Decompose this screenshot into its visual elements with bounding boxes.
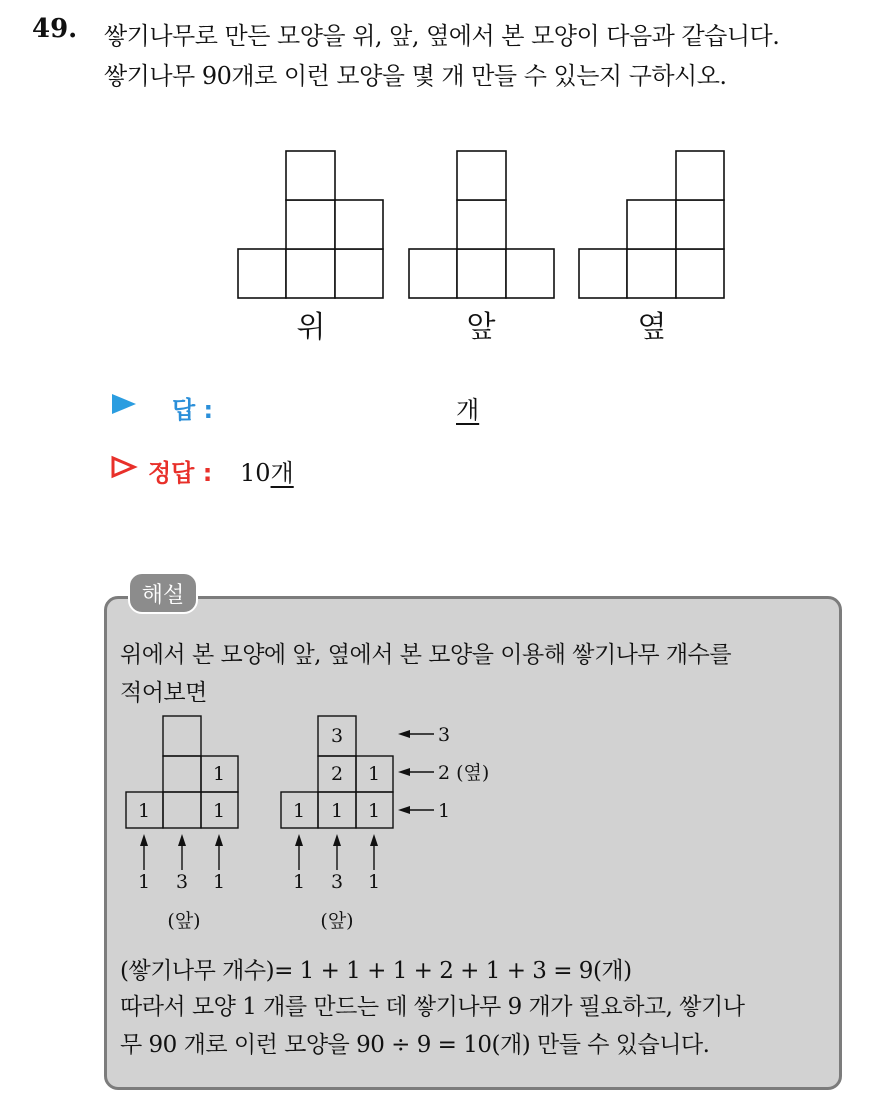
explanation-line-a: 따라서 모양 1 개를 만드는 데 쌓기나무 9 개가 필요하고, 쌓기나 [120,994,745,1020]
view-label-front: 앞 [466,310,496,345]
left-front-value-2: 3 [175,871,189,893]
right-front-value-2: 3 [330,871,344,893]
question-text-line2: 쌓기나무 90개로 이런 모양을 몇 개 만들 수 있는지 구하시오. [104,62,727,90]
left-cell-r2c3: 1 [212,800,226,822]
right-front-value-3: 1 [367,871,381,893]
correct-answer-number: 10 [240,459,271,487]
right-front-value-1: 1 [292,871,306,893]
right-cell-r2c1: 1 [330,800,344,822]
right-cell-r1c2: 1 [367,763,381,785]
answer-unit: 개 [456,396,480,424]
explanation-tab: 해설 [128,572,198,614]
left-front-value-1: 1 [137,871,151,893]
left-cell-r2c1: 1 [137,800,151,822]
views-figure [0,0,884,310]
explanation-intro-line2: 적어보면 [120,680,207,706]
explanation-intro-line1: 위에서 본 모양에 앞, 옆에서 본 모양을 이용해 쌓기나무 개수를 [120,642,732,668]
explanation-formula: (쌓기나무 개수)= 1 + 1 + 1 + 2 + 1 + 3 = 9(개) [120,958,632,984]
left-grid-caption: (앞) [167,910,201,932]
question-text-line1: 쌓기나무로 만든 모양을 위, 앞, 옆에서 본 모양이 다음과 같습니다. [104,22,780,50]
right-cell-r2c0: 1 [292,800,306,822]
correct-answer-unit: 개 [270,459,294,487]
explanation-line-b: 무 90 개로 이런 모양을 90 ÷ 9 = 10(개) 만들 수 있습니다. [120,1032,710,1058]
left-cell-r1c3: 1 [212,763,226,785]
view-label-side: 옆 [637,310,667,345]
right-cell-r1c1: 2 [330,763,344,785]
question-number: 49. [32,14,78,44]
answer-label: 답 : [172,396,214,424]
play-icon [110,392,138,416]
side-value-3: 1 [438,800,451,822]
correct-answer-value [240,453,294,488]
side-value-1: 3 [438,724,451,746]
side-value-2: 2 (옆) [438,762,490,784]
top-view-grid [238,151,383,298]
right-grid-caption: (앞) [320,910,354,932]
explanation-figure [104,700,524,940]
front-view-grid [409,151,554,298]
right-cell-r0c1: 3 [330,725,344,747]
outline-play-icon [110,455,138,479]
left-front-value-3: 1 [212,871,226,893]
correct-answer-label: 정답 : [148,459,213,487]
view-label-top: 위 [296,310,326,345]
side-view-grid [579,151,724,298]
right-cell-r2c2: 1 [367,800,381,822]
